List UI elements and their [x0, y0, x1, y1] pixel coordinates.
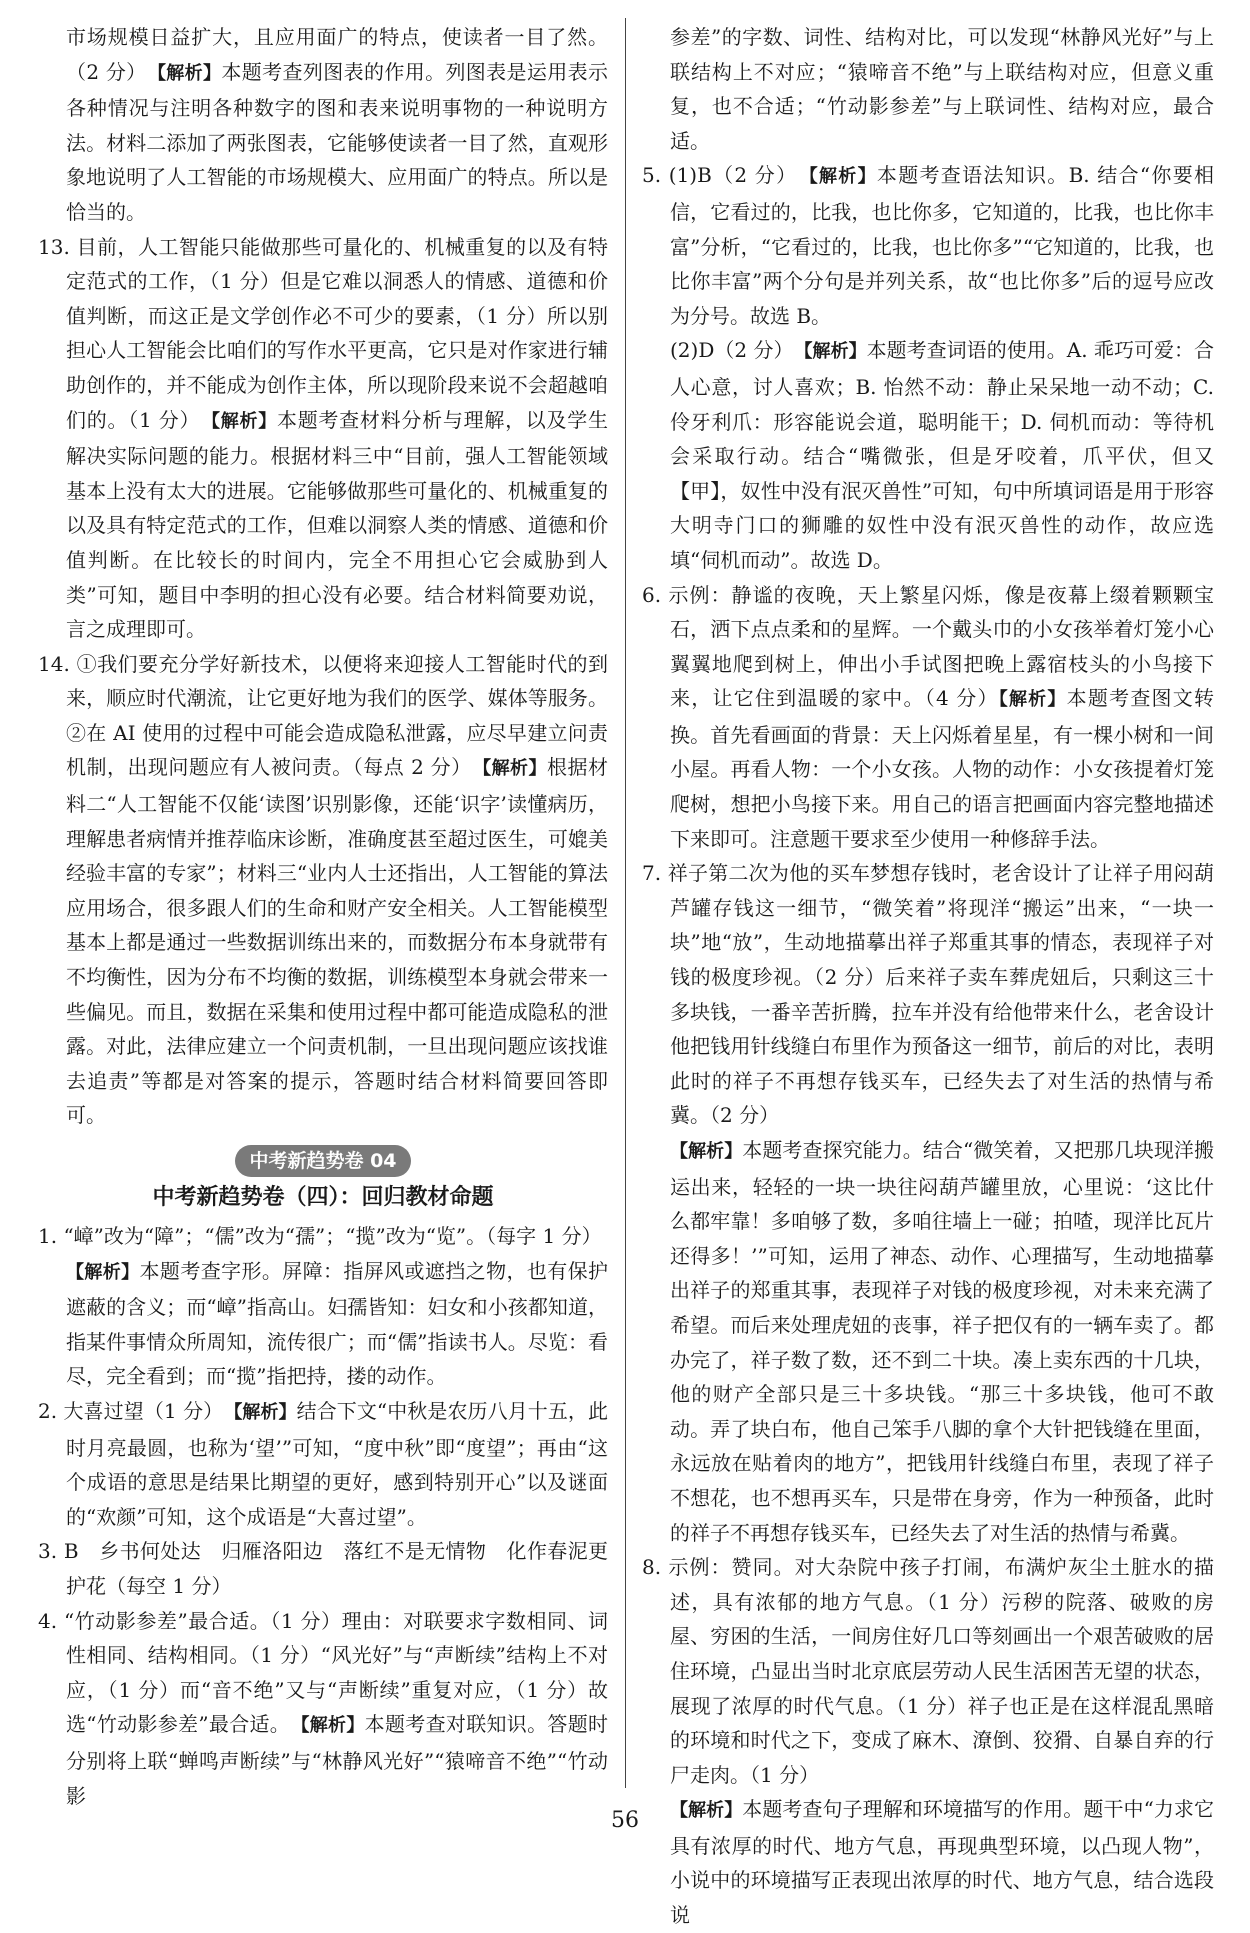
question-5-part-2 — [642, 333, 1214, 577]
question-2 — [38, 1394, 608, 1534]
analysis-text: 本题考查词语的使用。A. 乖巧可爱：合人心意，讨人喜欢；B. 怡然不动：静止呆呆地一动不动；C. 伶牙利爪：形容能说会道，聪明能干；D. 伺机而动：等待机会采取行动。结合“嘴微张，但是牙咬着，爪平伏，但又【甲】，奴性中没有泯灭兽性”可知，句中所填词语是用于形容大明寺门口的狮雕的奴性中没有泯灭兽性的动作，故应选填“伺机而动”。故选 D。 — [670, 338, 1214, 572]
score-note: （2 分） — [66, 59, 137, 84]
analysis-tag: 【解析】 — [482, 758, 548, 780]
question-number: 1. — [38, 1224, 58, 1248]
analysis-text: 本题考查句子理解和环境描写的作用。题干中“力求它具有浓厚的时代、地方气息，再现典型环境，以凸现人物”，小说中的环境描写正表现出浓厚的时代、地方气息，结合选段说 — [670, 1797, 1214, 1928]
question-8 — [642, 1550, 1214, 1933]
analysis-text: 本题考查列图表的作用。列图表是运用表示各种情况与注明各种数字的图和表来说明事物的一种说明方法。材料二添加了两张图表，它能够使读者一目了然，直观形象地说明了人工智能的市场规模大、应用面广的特点。所以是恰当的。 — [66, 59, 609, 224]
question-5 — [642, 158, 1214, 333]
analysis-tag: 【解析】 — [233, 1401, 297, 1423]
analysis-tag: 【解析】 — [156, 62, 222, 84]
answer-text: ①我们要充分学好新技术，以便将来迎接人工智能时代的到来，顺应时代潮流，让它更好地为我们的医学、媒体等服务。②在 AI 使用的过程中可能会造成隐私泄露，应尽早建立问责机制，出现问题应有人被问责。（每点 2 分） — [66, 651, 608, 780]
question-14 — [38, 647, 608, 1133]
analysis-text: 根据材料二“人工智能不仅能‘读图’识别影像，还能‘识字’读懂病历，理解患者病情并推荐临床诊断，准确度甚至超过医生，可媲美经验丰富的专家”；材料三“业内人士还指出，人工智能的算法应用场合，很多跟人们的生命和财产安全相关。人工智能模型基本上都是通过一些数据训练出来的，而数据分布本身就带有不均衡性，因为分布不均衡的数据，训练模型本身就会带来一些偏见。而且，数据在采集和使用过程中都可能造成隐私的泄露。对此，法律应建立一个问责机制，一旦出现问题应该找谁去追责”等都是对答案的提示，答题时结合材料简要回答即可。 — [66, 755, 608, 1128]
question-number: 4. — [38, 1608, 58, 1633]
analysis-text: 本题考查语法知识。B. 结合“你要相信，它看过的，比我，也比你多，它知道的，比我，也比你丰富”分析，“它看过的，比我，也比你多”“它知道的，比我，也比你丰富”两个分句是并列关系，故“也比你多”后的逗号应改为分号。故选 B。 — [670, 163, 1215, 328]
analysis-text: 本题考查材料分析与理解，以及学生解决实际问题的能力。根据材料三中“目前，强人工智能领域基本上没有太大的进展。它能够做那些可量化的、机械重复的以及具有特定范式的工作，但难以洞察人类的情感、道德和价值判断。在比较长的时间内，完全不用担心它会威胁到人类”可知，题目中李明的担心没有必要。结合材料简要劝说，言之成理即可。 — [66, 407, 609, 642]
page-number: 56 — [611, 1808, 639, 1833]
answer-text: (2)D（2 分） — [670, 338, 784, 363]
answer-text: 示例：静谧的夜晚，天上繁星闪烁，像是夜幕上缀着颗颗宝石，洒下点点柔和的星辉。一个戴头巾的小女孩举着灯笼小心翼翼地爬到树上，伸出小手试图把晚上露宿枝头的小鸟接下来，让它住到温暖的家中。（4 分） — [668, 582, 1215, 711]
analysis-text: 本题考查字形。屏障：指屏风或遮挡之物，也有保护遮蔽的含义；而“嶂”指高山。妇孺皆知：妇女和小孩都知道，指某件事情众所周知，流传很广；而“儒”指读书人。尽览：看尽，完全看到；而“揽”指把持，搂的动作。 — [66, 1258, 609, 1389]
analysis-text: 本题考查图文转换。首先看画面的背景：天上闪烁着星星，有一棵小树和一间小屋。再看人物：一个小女孩。人物的动作：小女孩提着灯笼爬树，想把小鸟接下来。用自己的语言把画面内容完整地描述下来即可。注意题干要求至少使用一种修辞手法。 — [670, 686, 1215, 851]
answer-text: 大喜过望（1 分） — [63, 1398, 214, 1423]
section-badge-wrap — [38, 1143, 608, 1177]
question-number: 7. — [642, 861, 662, 886]
section-title: 中考新趋势卷（四）：回归教材命题 — [152, 1185, 494, 1210]
right-column — [642, 20, 1214, 1933]
question-number: 6. — [642, 582, 662, 607]
analysis-tag: 【解析】 — [211, 410, 277, 432]
analysis-text: 结合下文“中秋是农历八月十五，此时月亮最圆，也称为‘望’”可知，“度中秋”即“度望”；再由“这个成语的意思是结果比期望的更好，感到特别开心”以及谜面的“欢颜”可知，这个成语是“大喜过望”。 — [66, 1398, 608, 1529]
q12-continuation — [38, 20, 608, 230]
q4-continuation: 参差”的字数、词性、结构对比，可以发现“林静风光好”与上联结构上不对应；“猿啼音不绝”与上联结构对应，但意义重复，也不合适；“竹动影参差”与上联词性、结构对应，最合适。 — [670, 25, 1214, 153]
analysis-tag: 【解析】 — [998, 689, 1067, 711]
question-7 — [642, 856, 1214, 1550]
answer-text: B 乡书何处达 归雁洛阳边 落红不是无情物 化作春泥更护花（每空 1 分） — [63, 1539, 609, 1598]
answer-text: “嶂”改为“障”；“儒”改为“孺”；“揽”改为“览”。（每字 1 分） — [63, 1224, 602, 1248]
answer-text: 示例：赞同。对大杂院中孩子打闹，布满炉灰尘土脏水的描述，具有浓郁的地方气息。（1 分）污秽的院落、破败的房屋、穷困的生活，一间房住好几口等刻画出一个艰苦破败的居住环境，凸显出当时北京底层劳动人民生活困苦无望的状态，展现了浓厚的时代气息。（1 分）祥子也正是在这样混乱黑暗的环境和时代之下，变成了麻木、潦倒、狡猾、自暴自弃的行尸走肉。（1 分） — [668, 1555, 1215, 1787]
question-13 — [38, 230, 608, 647]
question-number: 2. — [38, 1398, 58, 1423]
analysis-tag: 【解析】 — [670, 1800, 743, 1822]
left-column — [38, 20, 608, 1813]
answer-text: 祥子第二次为他的买车梦想存钱时，老舍设计了让祥子用闷葫芦罐存钱这一细节，“微笑着”将现洋“搬运”出来，“一块一块”地“放”，生动地描摹出祥子郑重其事的情态，表现祥子对钱的极度珍视。（2 分）后来祥子卖车葬虎妞后，只剩这三十多块钱，一番辛苦折腾，拉车并没有给他带来什么，老舍设计他把钱用针线缝白布里作为预备这一细节，前后的对比，表明此时的祥子不再想存钱买车，已经失去了对生活的热情与希冀。（2 分） — [667, 861, 1215, 1128]
answer-text: 目前，人工智能只能做那些可量化的、机械重复的以及有特定范式的工作，（1 分）但是它难以洞悉人的情感、道德和价值判断，而这正是文学创作必不可少的要素，（1 分）所以别担心人工智能会比咱们的写作水平更高，它只是对作家进行辅助创作的，并不能成为创作主体，所以现阶段来说不会超越咱们的。（1 分） — [66, 234, 608, 432]
question-6 — [642, 578, 1214, 857]
analysis-tag: 【解析】 — [66, 1261, 140, 1283]
answer-text: (1)B（2 分） — [668, 163, 788, 188]
analysis-tag: 【解析】 — [670, 1141, 743, 1162]
question-number: 3. — [38, 1539, 58, 1564]
answer-text: 市场规模日益扩大，且应用面广的特点，使读者一目了然。 — [66, 25, 608, 49]
answer-text: “竹动影参差”最合适。（1 分）理由：对联要求字数相同、词性相同、结构相同。（1 分）“风光好”与“声断续”结构上不对应，（1 分）而“音不绝”又与“声断续”重复对应，（1 分）故选“竹动影参差”最合适。 — [64, 1608, 609, 1737]
section-badge: 中考新趋势卷 04 — [235, 1145, 410, 1177]
question-number: 14. — [38, 651, 70, 676]
question-1 — [38, 1219, 608, 1394]
analysis-text: 本题考查探究能力。结合“微笑着，又把那几块现洋搬运出来，轻轻的一块一块往闷葫芦罐里放，心里说：‘这比什么都牢靠！多咱够了数，多咱往墙上一碰；拍喳，现洋比瓦片还得多！’”可知，运用了神态、动作、心理描写，生动地描摹出祥子的郑重其事，表现祥子对钱的极度珍视，对未来充满了希望。而后来处理虎妞的丧事，祥子把仅有的一辆车卖了。都办完了，祥子数了数，还不到二十块。凑上卖东西的十几块，他的财产全部只是三十多块钱。“那三十多块钱，他可不敢动。弄了块白布，他自己笨手八脚的拿个大针把钱缝在里面，永远放在贴着肉的地方”，把钱用针线缝白布里，表现了祥子不想花，也不想再买车，只是带在身旁，作为一种预备，此时的祥子不再想存钱买车，已经失去了对生活的热情与希冀。 — [670, 1138, 1214, 1545]
question-number: 13. — [38, 234, 70, 259]
analysis-tag: 【解析】 — [300, 1715, 365, 1737]
question-4 — [38, 1604, 608, 1814]
question-number: 5. — [642, 163, 662, 188]
analysis-tag: 【解析】 — [808, 166, 877, 188]
column-divider — [625, 18, 626, 1788]
question-3 — [38, 1534, 608, 1603]
analysis-text: 本题考查对联知识。答题时分别将上联“蝉鸣声断续”与“林静风光好”“猿啼音不绝”“竹动影 — [66, 1712, 609, 1808]
analysis-tag: 【解析】 — [803, 341, 867, 363]
question-number: 8. — [642, 1555, 662, 1580]
